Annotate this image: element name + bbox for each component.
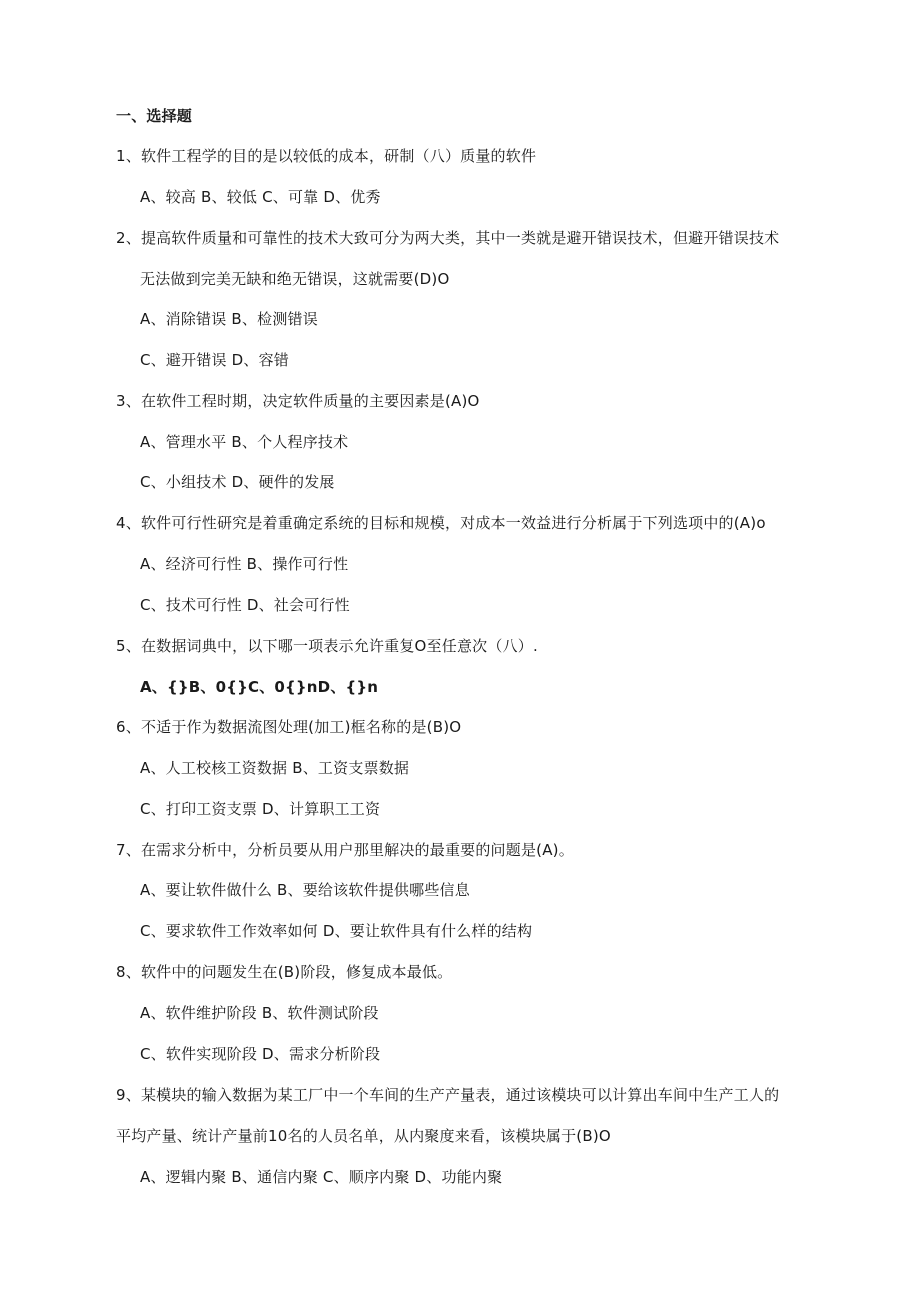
- question-7: 7、在需求分析中，分析员要从用户那里解决的最重要的问题是(A)。: [116, 841, 574, 859]
- question-4: 4、软件可行性研究是着重确定系统的目标和规模，对成本一效益进行分析属于下列选项中的(A)o: [116, 514, 766, 532]
- question-3-options-cd: C、小组技术 D、硬件的发展: [140, 473, 335, 491]
- question-9-options: A、逻辑内聚 B、通信内聚 C、顺序内聚 D、功能内聚: [140, 1168, 503, 1186]
- question-5-options: A、{}B、0{}C、0{}nD、{}n: [140, 678, 379, 696]
- question-5: 5、在数据词典中，以下哪一项表示允许重复O至任意次（八）.: [116, 637, 538, 655]
- question-4-options-ab: A、经济可行性 B、操作可行性: [140, 555, 349, 573]
- question-1-options: A、较高 B、较低 C、可靠 D、优秀: [140, 188, 381, 206]
- question-7-options-cd: C、要求软件工作效率如何 D、要让软件具有什么样的结构: [140, 922, 533, 940]
- question-3: 3、在软件工程时期，决定软件质量的主要因素是(A)O: [116, 392, 480, 410]
- question-1: 1、软件工程学的目的是以较低的成本，研制（八）质量的软件: [116, 147, 537, 165]
- question-8-options-cd: C、软件实现阶段 D、需求分析阶段: [140, 1045, 381, 1063]
- question-8-options-ab: A、软件维护阶段 B、软件测试阶段: [140, 1004, 379, 1022]
- question-2-options-ab: A、消除错误 B、检测错误: [140, 310, 318, 328]
- section-title: 一、选择题: [116, 107, 193, 125]
- question-9: 9、某模块的输入数据为某工厂中一个车间的生产产量表，通过该模块可以计算出车间中生产工人的: [116, 1086, 780, 1104]
- question-6-options-ab: A、人工校核工资数据 B、工资支票数据: [140, 759, 410, 777]
- question-4-options-cd: C、技术可行性 D、社会可行性: [140, 596, 350, 614]
- question-2: 2、提高软件质量和可靠性的技术大致可分为两大类，其中一类就是避开错误技术，但避开错误技术: [116, 229, 780, 247]
- question-8: 8、软件中的问题发生在(B)阶段，修复成本最低。: [116, 963, 453, 981]
- question-2-continuation: 无法做到完美无缺和绝无错误，这就需要(D)O: [140, 270, 450, 288]
- question-7-options-ab: A、要让软件做什么 B、要给该软件提供哪些信息: [140, 881, 470, 899]
- question-3-options-ab: A、管理水平 B、个人程序技术: [140, 433, 349, 451]
- question-6: 6、不适于作为数据流图处理(加工)框名称的是(B)O: [116, 718, 462, 736]
- question-9-continuation: 平均产量、统计产量前10名的人员名单，从内聚度来看，该模块属于(B)O: [116, 1127, 611, 1145]
- question-6-options-cd: C、打印工资支票 D、计算职工工资: [140, 800, 381, 818]
- question-2-options-cd: C、避开错误 D、容错: [140, 351, 289, 369]
